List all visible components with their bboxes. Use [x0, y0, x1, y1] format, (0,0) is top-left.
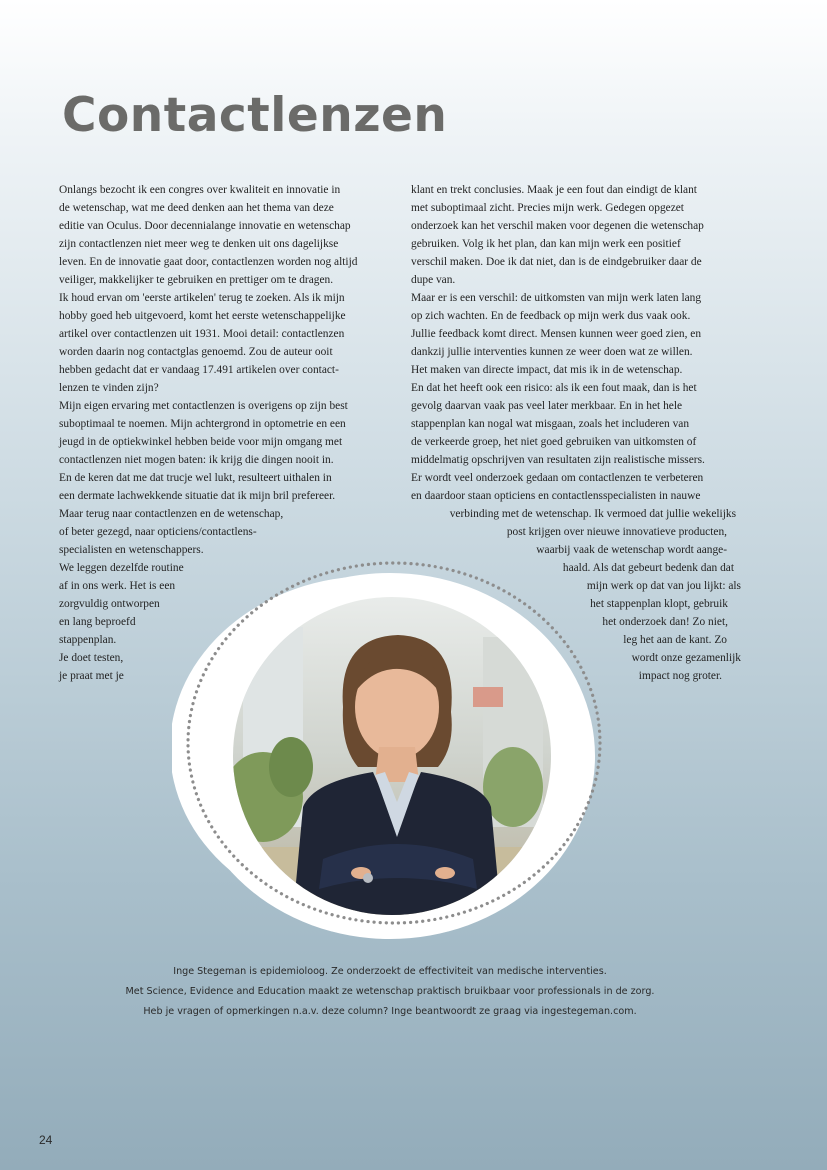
body-text-line: worden daarin nog contactglas genoemd. Zou de auteur ooit	[59, 346, 333, 358]
body-text-line: af in ons werk. Het is een	[59, 580, 176, 592]
body-text-line: Mijn eigen ervaring met contactlenzen is overigens op zijn best	[59, 400, 348, 412]
body-text-line: Maar er is een verschil: de uitkomsten van mijn werk laten lang	[411, 292, 702, 304]
body-text-line: het stappenplan klopt, gebruik	[590, 598, 728, 610]
body-text-line: artikel over contactlenzen uit 1931. Mooi detail: contactlenzen	[59, 328, 345, 340]
body-text-line: hobby goed heb uitgevoerd, komt het eerste wetenschappelijke	[59, 310, 346, 322]
author-caption	[80, 962, 700, 1022]
body-text-line: We leggen dezelfde routine	[59, 562, 184, 574]
body-text-line: veiliger, makkelijker te gebruiken en prettiger om te dragen.	[59, 274, 334, 286]
caption-line: Heb je vragen of opmerkingen n.a.v. deze column? Inge beantwoordt ze graag via ingestegeman.com.	[143, 1006, 637, 1017]
page-number: 24	[39, 1133, 53, 1147]
caption-line: Inge Stegeman is epidemioloog. Ze onderzoekt de effectiviteit van medische interventies.	[173, 966, 607, 977]
body-text-line: verbinding met de wetenschap. Ik vermoed dat jullie wekelijks	[449, 508, 736, 520]
portrait-photo	[233, 597, 551, 915]
body-text-line: mijn werk op dat van jou lijkt: als	[586, 580, 741, 592]
body-text-line: je praat met je	[59, 670, 124, 682]
portrait-frame	[172, 558, 602, 940]
body-text-line: jeugd in de optiekwinkel hebben beide voor mijn omgang met	[59, 436, 343, 448]
body-text-line: hebben gedacht dat er vandaag 17.491 artikelen over contact-	[59, 364, 339, 376]
body-text-line: waarbij vaak de wetenschap wordt aange-	[536, 544, 727, 556]
body-text-line: contactlenzen niet mogen baten: ik krijg die dingen nooit in.	[59, 454, 334, 466]
body-text-line: met suboptimaal zicht. Precies mijn werk. Gedegen opgezet	[411, 202, 684, 214]
body-text-line: Er wordt veel onderzoek gedaan om contactlenzen te verbeteren	[411, 472, 704, 484]
body-text-line: Onlangs bezocht ik een congres over kwaliteit en innovatie in	[59, 184, 341, 196]
person-illustration	[233, 597, 551, 915]
body-text-line: gebruiken. Volg ik het plan, dan kan mijn werk een positief	[411, 238, 681, 250]
body-text-line: stappenplan kan nogal wat misgaan, zoals het includeren van	[411, 418, 690, 430]
body-text-line: Maar terug naar contactlenzen en de wetenschap,	[59, 508, 284, 520]
body-text-line: en lang beproefd	[59, 616, 136, 628]
body-text-line: En dat het heeft ook een risico: als ik een fout maak, dan is het	[411, 382, 697, 394]
caption-line: Met Science, Evidence and Education maakt ze wetenschap praktisch bruikbaar voor professionals in de zorg.	[125, 986, 655, 997]
body-text-line: en daardoor staan opticiens en contactlensspecialisten in nauwe	[411, 490, 701, 502]
body-text-line: editie van Oculus. Door decennialange innovatie en wetenschap	[59, 220, 351, 232]
body-text-line: de verkeerde groep, het niet goed gebruiken van uitkomsten of	[411, 436, 697, 448]
body-text-line: klant en trekt conclusies. Maak je een fout dan eindigt de klant	[411, 184, 697, 196]
body-text-line: zijn contactlenzen niet meer weg te denken uit ons dagelijkse	[59, 238, 339, 250]
body-text-line: impact nog groter.	[638, 670, 722, 682]
body-text-line: haald. Als dat gebeurt bedenk dan dat	[562, 562, 734, 574]
body-text-line: gevolg daarvan vaak pas veel later merkbaar. En in het hele	[411, 400, 683, 412]
body-text-line: onderzoek kan het verschil maken voor degenen die wetenschap	[411, 220, 704, 232]
body-text-line: zorgvuldig ontworpen	[59, 598, 160, 610]
body-text-line: verschil maken. Doe ik dat niet, dan is de eindgebruiker daar de	[411, 256, 702, 268]
body-text-line: Je doet testen,	[59, 652, 124, 664]
body-text-line: leven. En de innovatie gaat door, contactlenzen worden nog altijd	[59, 256, 358, 268]
body-text-line: Ik houd ervan om 'eerste artikelen' terug te zoeken. Als ik mijn	[59, 292, 345, 304]
body-text-line: de wetenschap, wat me deed denken aan het thema van deze	[59, 202, 334, 214]
body-text-line: of beter gezegd, naar opticiens/contactlens-	[59, 526, 257, 538]
body-text-line: Het maken van directe impact, dat mis ik in de wetenschap.	[411, 364, 683, 376]
body-text-line: post krijgen over nieuwe innovatieve producten,	[506, 526, 727, 538]
body-text-line: wordt onze gezamenlijk	[631, 652, 741, 664]
body-text-line: dankzij jullie interventies kunnen ze weer doen wat ze willen.	[411, 346, 693, 358]
body-text-line: specialisten en wetenschappers.	[59, 544, 204, 556]
body-text-line: lenzen te vinden zijn?	[59, 382, 159, 394]
body-text-line: middelmatig opschrijven van resultaten zijn realistische missers.	[411, 454, 705, 466]
article-title: Contactlenzen	[62, 88, 448, 143]
body-text-line: het onderzoek dan! Zo niet,	[602, 616, 728, 628]
body-text-line: stappenplan.	[59, 634, 117, 646]
body-text-line: een dermate lachwekkende situatie dat ik mijn bril prefereer.	[59, 490, 336, 502]
body-text-line: leg het aan de kant. Zo	[623, 634, 727, 646]
body-text-line: dupe van.	[411, 274, 456, 286]
body-text-line: En de keren dat me dat trucje wel lukt, resulteert uithalen in	[59, 472, 332, 484]
body-text-line: Jullie feedback komt direct. Mensen kunnen weer goed zien, en	[411, 328, 702, 340]
body-text-line: op zich wachten. En de feedback op mijn werk dus vaak ook.	[411, 310, 691, 322]
body-text-line: suboptimaal te noemen. Mijn achtergrond in optometrie en een	[59, 418, 346, 430]
